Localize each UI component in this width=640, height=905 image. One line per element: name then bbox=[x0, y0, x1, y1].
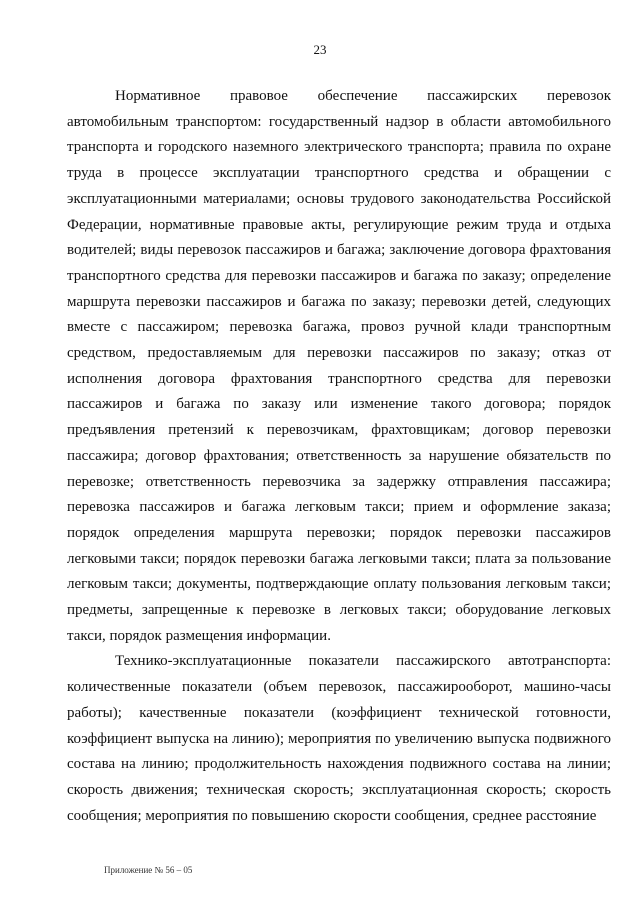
document-body bbox=[67, 84, 611, 829]
paragraph-regulatory-framework: Нормативное правовое обеспечение пассажирских перевозок автомобильным транспортом: государственный надзор в области автомобильного транспорта и городского наземного электрического транспорта; правила по охране труда в процессе эксплуатации транспортного средства и обращении с эксплуатационными материалами; основы трудового законодательства Российской Федерации, нормативные правовые акты, регулирующие режим труда и отдыха водителей; виды перевозок пассажиров и багажа; заключение договора фрахтования транспортного средства для перевозки пассажиров и багажа по заказу; определение маршрута перевозки пассажиров и багажа по заказу; перевозки детей, следующих вместе с пассажиром; перевозка багажа, провоз ручной клади транспортным средством, предоставляемым для перевозки пассажиров по заказу; отказ от исполнения договора фрахтования транспортного средства для перевозки пассажиров и багажа по заказу или изменение такого договора; порядок предъявления претензий к перевозчикам, фрахтовщикам; договор перевозки пассажира; договор фрахтования; ответственность за нарушение обязательств по перевозке; ответственность перевозчика за задержку отправления пассажира; перевозка пассажиров и багажа легковым такси; прием и оформление заказа; порядок определения маршрута перевозки; порядок перевозки пассажиров легковыми такси; порядок перевозки багажа легковыми такси; плата за пользование легковым такси; документы, подтверждающие оплату пользования легковым такси; предметы, запрещенные к перевозке в легковых такси; оборудование легковых такси, порядок размещения информации. bbox=[67, 88, 611, 644]
paragraph-technical-indicators: Технико-эксплуатационные показатели пассажирского автотранспорта: количественные показатели (объем перевозок, пассажирооборот, машино-часы работы); качественные показатели (коэффициент технической готовности, коэффициент выпуска на линию); мероприятия по увеличению выпуска подвижного состава на линию; продолжительность нахождения подвижного состава на линии; скорость движения; техническая скорость; эксплуатационная скорость; скорость сообщения; мероприятия по повышению скорости сообщения, среднее расстояние bbox=[67, 653, 611, 824]
page-number: 23 bbox=[313, 42, 327, 57]
footer-appendix-label: Приложение № 56 – 05 bbox=[104, 865, 193, 875]
